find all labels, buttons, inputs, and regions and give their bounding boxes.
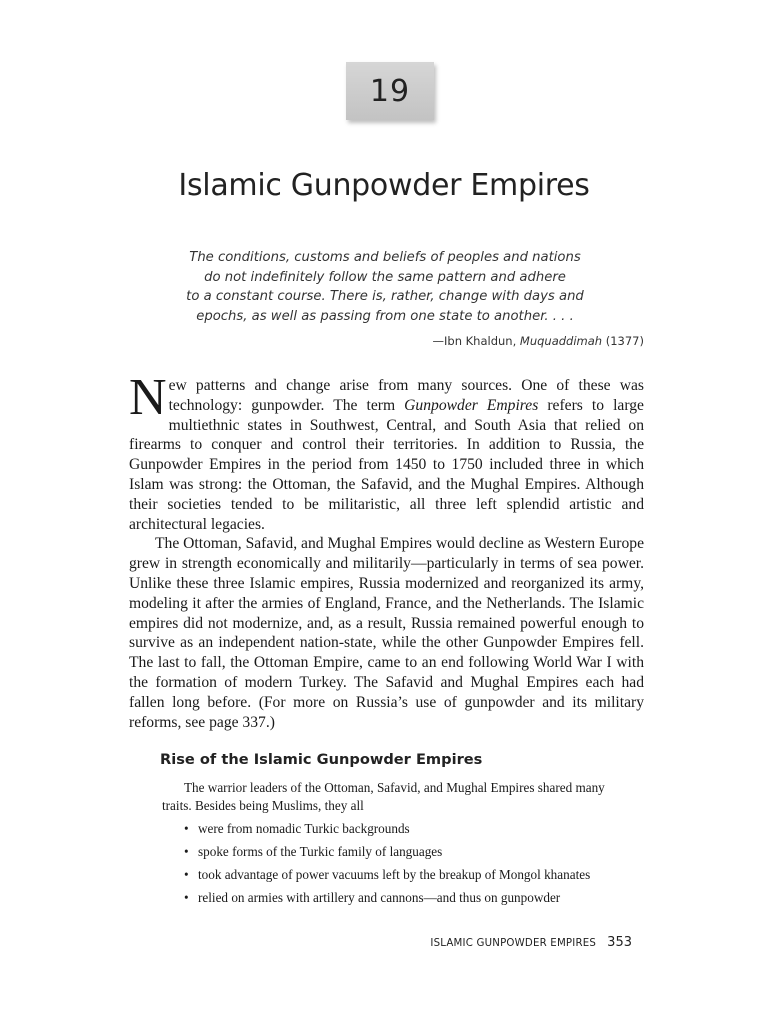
page-footer <box>430 931 632 950</box>
page-number: 353 <box>607 935 632 950</box>
paragraph-2: The Ottoman, Safavid, and Mughal Empires would decline as Western Europe grew in strength economically and militarily—particularly in terms of sea power. Unlike these three Islamic empires, Russia modernized and reorganized its army, modeling it after the armies of England, France, and the Netherlands. The Islamic empires did not modernize, and, as a result, Russia remained powerful enough to survive as an independent nation-state, while the other Gunpowder Empires fell. The last to fall, the Ottoman Empire, came to an end following World War I with the formation of modern Turkey. The Safavid and Mughal Empires each had fallen long before. (For more on Russia’s use of gunpowder and its military reforms, see page 337.) <box>129 535 644 731</box>
list-item <box>184 889 612 907</box>
chapter-number-box <box>346 62 434 120</box>
list-item <box>184 866 612 884</box>
bullet-icon: • <box>184 890 189 905</box>
epigraph-line: do not indefinitely follow the same pattern and adhere <box>204 269 566 285</box>
list-item-text: spoke forms of the Turkic family of languages <box>198 844 443 859</box>
chapter-title: Islamic Gunpowder Empires <box>178 168 590 203</box>
epigraph-line: to a constant course. There is, rather, change with days and <box>186 289 584 304</box>
epigraph <box>150 248 620 326</box>
running-head: ISLAMIC GUNPOWDER EMPIRES <box>430 938 597 949</box>
attribution-year: (1377) <box>605 334 644 348</box>
list-item-text: relied on armies with artillery and cannons—and thus on gunpowder <box>198 890 561 905</box>
paragraph-1 <box>129 369 644 534</box>
chapter-number: 19 <box>369 73 411 109</box>
list-item-text: were from nomadic Turkic backgrounds <box>198 821 410 836</box>
list-item <box>184 843 612 861</box>
section-body <box>162 779 612 912</box>
gunpowder-empires-term: Gunpowder Empires <box>404 396 539 414</box>
paragraph-1-text-a: ew patterns and change arise from many sources. One of these was technology: gunpowder. The term <box>168 377 644 414</box>
bullet-icon: • <box>184 844 189 859</box>
attribution-author: —Ibn Khaldun, <box>432 334 517 348</box>
attribution-work: Muquaddimah <box>519 334 603 348</box>
bullet-icon: • <box>184 867 189 882</box>
bullet-icon: • <box>184 821 189 836</box>
epigraph-line: The conditions, customs and beliefs of peoples and nations <box>189 250 581 265</box>
list-item-text: took advantage of power vacuums left by the breakup of Mongol khanates <box>198 867 591 882</box>
drop-cap: N <box>129 369 167 426</box>
body-text <box>129 369 644 732</box>
list-item <box>184 820 612 838</box>
section-heading: Rise of the Islamic Gunpowder Empires <box>160 751 483 768</box>
paragraph-1-text-b: refers to large multiethnic states in Southwest, Central, and South Asia that relied on firearms to conquer and control their territories. In addition to Russia, the Gunpowder Empires in the period from 1450 to 1750 included three in which Islam was strong: the Ottoman, the Safavid, and the Mughal Empires. Although their societies tended to be militaristic, all three left splendid artistic and architectural legacies. <box>129 396 644 533</box>
epigraph-attribution <box>433 334 645 348</box>
epigraph-line: epochs, as well as passing from one state to another. . . . <box>196 308 574 324</box>
trait-list <box>162 820 612 907</box>
section-intro: The warrior leaders of the Ottoman, Safavid, and Mughal Empires shared many traits. Besides being Muslims, they all <box>162 780 605 813</box>
